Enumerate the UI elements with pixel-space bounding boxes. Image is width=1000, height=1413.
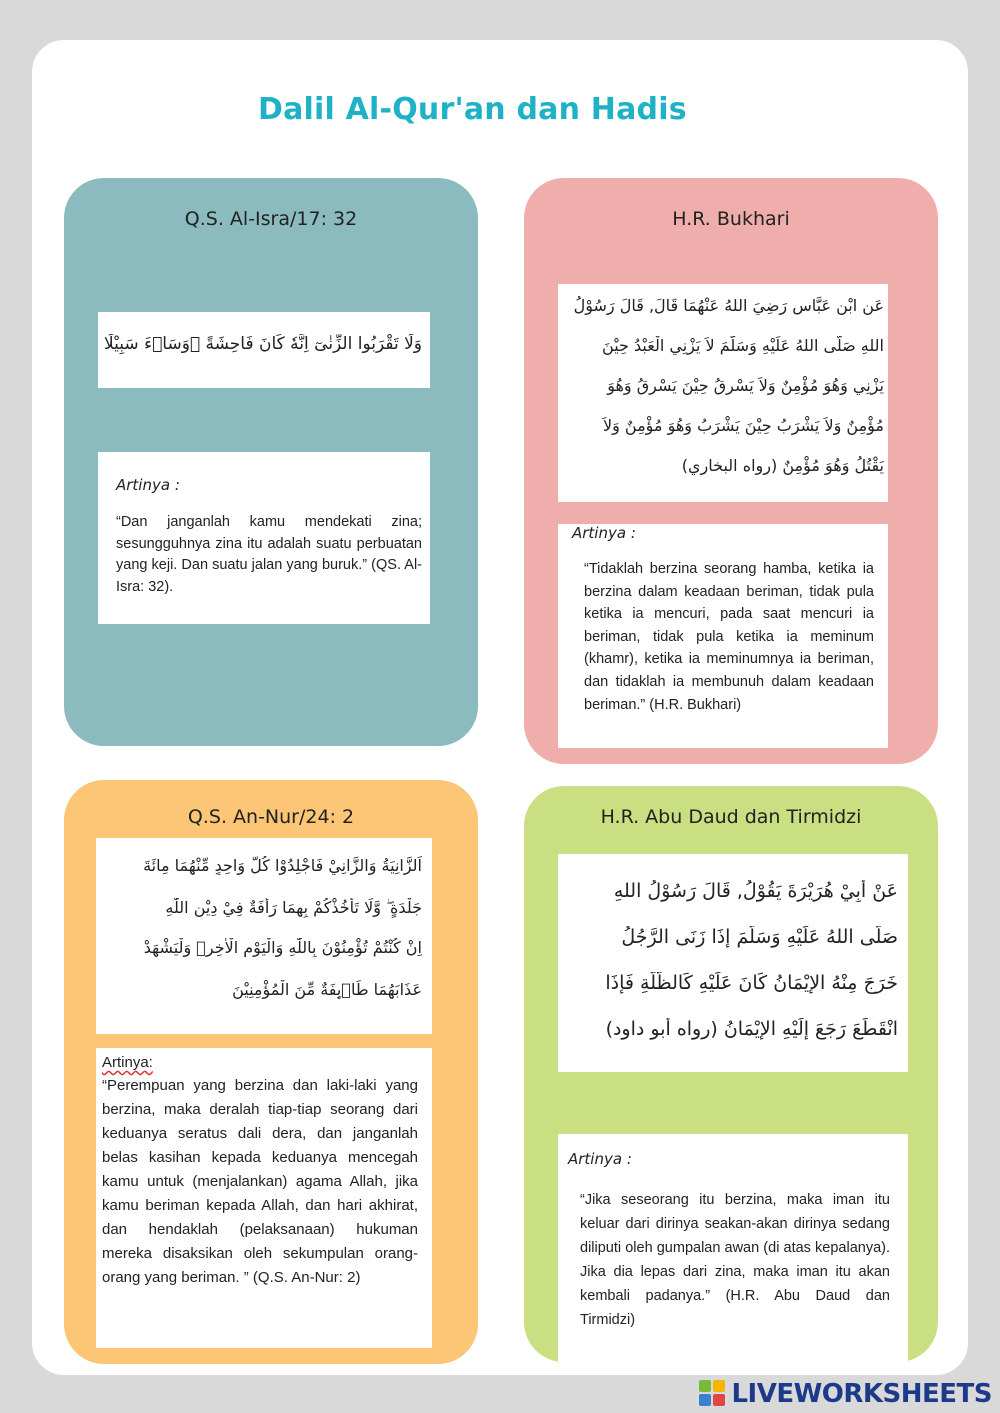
arabic-verse-line: اِنْ كُنْتُمْ تُؤْمِنُوْنَ بِاللّٰهِ وَالْيَوْمِ الْاٰخِرِۚ وَلْيَشْهَدْ <box>143 938 422 957</box>
arabic-verse-line: جَلْدَةٍ ۖ وَّلَا تَأْخُذْكُمْ بِهِمَا رَأْفَةٌ فِيْ دِيْنِ اللّٰهِ <box>165 898 422 917</box>
arabic-hadith-line: مُؤْمِنٌ وَلاَ يَشْرَبُ حِيْنَ يَشْرَبُ وَهُوَ مُؤْمِنٌ وَلاَ <box>602 416 884 435</box>
meaning-box <box>96 1048 432 1348</box>
card-title: H.R. Bukhari <box>672 208 790 230</box>
meaning-text: “Jika seseorang itu berzina, maka iman itu keluar dari dirinya seakan-akan dirinya sedang diliputi oleh gumpalan awan (di atas kepalanya). Jika dia lepas dari zina, maka iman itu akan kembali padanya.” (H.R. Abu Daud dan Tirmidzi) <box>580 1192 890 1328</box>
meaning-box <box>558 1134 908 1362</box>
meaning-box <box>558 524 888 748</box>
arabic-hadith-line: اللهِ صَلَّى اللهُ عَلَيْهِ وَسَلَّمَ لاَ يَزْنِي الْعَبْدُ حِيْنَ <box>602 336 884 355</box>
arabic-verse-line: عَذَابَهُمَا طَاۤىِٕفَةٌ مِّنَ الْمُؤْمِنِيْنَ <box>232 980 422 999</box>
meaning-text: “Tidaklah berzina seorang hamba, ketika ia berzina dalam keadaan beriman, tidak pula ketika ia mencuri, pada saat mencuri ia beriman, tidak pula ketika ia meminum (khamr), ketika ia meminumnya ia beriman, dan tidaklah ia membunuh dalam keadaan beriman.” (H.R. Bukhari) <box>584 561 874 713</box>
artinya-label: Artinya : <box>116 476 180 494</box>
arabic-verse-box <box>96 838 432 1034</box>
arabic-hadith-line: صَلَّى اللهُ عَلَيْهِ وَسَلَّمَ إِذَا زَنَى الرَّجُلُ <box>621 926 898 948</box>
card-title: H.R. Abu Daud dan Tirmidzi <box>600 806 862 828</box>
worksheet-page <box>32 40 968 1375</box>
card-hr-bukhari <box>524 178 938 764</box>
mark-square <box>713 1380 725 1392</box>
artinya-label: Artinya : <box>572 524 636 542</box>
card-qs-an-nur <box>64 780 478 1364</box>
card-title: Q.S. An-Nur/24: 2 <box>187 806 355 828</box>
page-title: Dalil Al-Qur'an dan Hadis <box>258 92 687 127</box>
mark-square <box>699 1380 711 1392</box>
arabic-hadith-box <box>558 854 908 1072</box>
brand-name: LIVEWORKSHEETS <box>731 1379 992 1409</box>
arabic-verse-line: وَلَا تَقْرَبُوا الزِّنٰىٓ اِنَّهٗ كَانَ فَاحِشَةً ۗوَسَاۤءَ سَبِيْلًا <box>104 334 422 354</box>
artinya-label: Artinya: <box>102 1054 153 1071</box>
card-title: Q.S. Al-Isra/17: 32 <box>184 208 358 230</box>
meaning-text: “Perempuan yang berzina dan laki-laki yang berzina, maka deralah tiap-tiap seorang dari keduanya seratus dali dera, dan janganlah belas kasihan kepada keduanya mencegah kamu untuk (menjalankan) agama Allah, jika kamu beriman kepada Allah, dan hari akhirat, dan hendaklah (pelaksanaan) hukuman mereka disaksikan oleh sekumpulan orang-orang yang beriman. ” (Q.S. An-Nur: 2) <box>102 1077 418 1286</box>
card-qs-al-isra <box>64 178 478 746</box>
arabic-hadith-box <box>558 284 888 502</box>
mark-square <box>713 1394 725 1406</box>
card-hr-abu-daud-tirmidzi <box>524 786 938 1362</box>
meaning-box <box>98 452 430 624</box>
arabic-hadith-line: خَرَجَ مِنْهُ الإِيْمَانُ كَانَ عَلَيْهِ كَالظُّلَّةِ فَإِذَا <box>605 972 898 994</box>
arabic-hadith-line: انْقَطَعَ رَجَعَ إِلَيْهِ الإِيْمَانُ (رواه أبو داود) <box>605 1018 898 1040</box>
liveworksheets-logo <box>699 1379 992 1409</box>
arabic-verse-line: اَلزَّانِيَةُ وَالزَّانِيْ فَاجْلِدُوْا كُلَّ وَاحِدٍ مِّنْهُمَا مِائَةَ <box>143 856 422 875</box>
mark-square <box>699 1394 711 1406</box>
arabic-hadith-line: عَنْ أَبِيْ هُرَيْرَةَ يَقُوْلُ, قَالَ رَسُوْلُ اللهِ <box>613 880 898 902</box>
artinya-label: Artinya : <box>568 1150 632 1168</box>
arabic-verse-box <box>98 312 430 388</box>
arabic-hadith-line: عَنِ ابْنِ عَبَّاسٍ رَضِيَ اللهُ عَنْهُمَا قَالَ, قَالَ رَسُوْلُ <box>573 296 884 315</box>
arabic-hadith-line: يَزْنِي وَهُوَ مُؤْمِنٌ وَلاَ يَسْرِقُ حِيْنَ يَسْرِقُ وَهُوَ <box>607 376 884 395</box>
arabic-hadith-line: يَقْتُلُ وَهُوَ مُؤْمِنٌ (رواه البخاري) <box>681 456 884 475</box>
meaning-text: “Dan janganlah kamu mendekati zina; sesungguhnya zina itu adalah suatu perbuatan yang keji. Dan suatu jalan yang buruk.” (QS. Al-Isra: 32). <box>116 514 422 595</box>
liveworksheets-mark-icon <box>699 1380 727 1408</box>
